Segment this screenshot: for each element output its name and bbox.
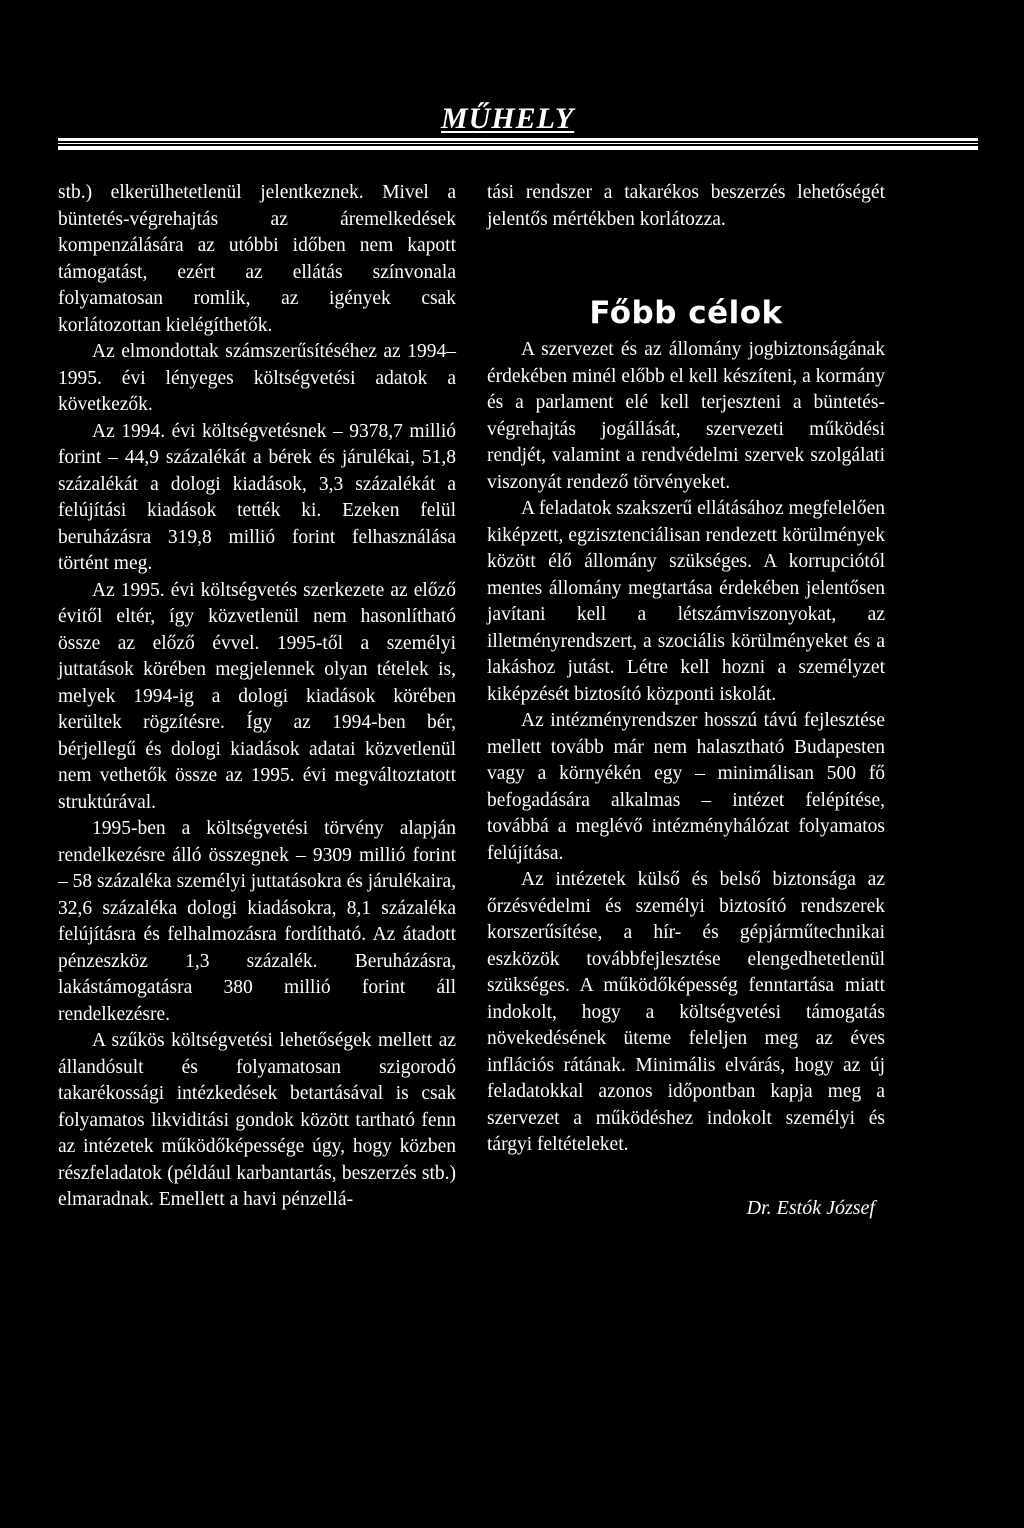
author-signature: Dr. Estók József <box>746 1196 875 1219</box>
header-rule <box>58 143 978 144</box>
page-header <box>58 100 978 160</box>
paragraph: tási rendszer a takarékos beszerzés lehetőségét jelentős mértékben korlátozza. <box>487 182 885 230</box>
header-rule <box>58 146 978 150</box>
paragraph: 1995-ben a költségvetési törvény alapján rendelkezésre álló összegnek – 9309 millió forint – 58 százaléka személyi juttatásokra és járulékaira, 32,6 százaléka dologi kiadásokra, 8,1 százaléka felújításra és felhalmozásra fordítható. Az átadott pénzeszköz 1,3 százalék. Beruházásra, lakástámogatásra 380 millió forint áll rendelkezésre. <box>58 818 456 1025</box>
right-column <box>487 180 885 1221</box>
paragraph: A feladatok szakszerű ellátásához megfelelően kiképzett, egzisztenciálisan rendezett körülmények között élő állomány szükséges. A korrupciótól mentes állomány megtartása érdekében jelentősen javítani kell a létszámviszonyokat, az illetményrendszert, a szociális körülményeket és a lakáshoz jutást. Létre kell hozni a személyzet kiképzését biztosító központi iskolát. <box>487 498 885 705</box>
paragraph: A szervezet és az állomány jogbiztonságának érdekében minél előbb el kell készíteni, a kormány és a parlament elé kell terjeszteni a büntetés-végrehajtás jogállását, szervezeti működési rendjét, valamint a rendvédelmi szervek szolgálati viszonyát rendező törvényeket. <box>487 339 885 493</box>
header-rule <box>58 138 978 141</box>
paragraph: Az elmondottak számszerűsítéséhez az 1994–1995. évi lényeges költségvetési adatok a következők. <box>58 341 456 415</box>
paragraph: Az 1994. évi költségvetésnek – 9378,7 millió forint – 44,9 százalékát a bérek és járulékai, 51,8 százalékát a dologi kiadások, 3,3 százalékát a felújítási kiadások tették ki. Ezeken felül beruházásra 319,8 millió forint felhasználása történt meg. <box>58 420 456 574</box>
paragraph: Az intézményrendszer hosszú távú fejlesztése mellett tovább már nem halasztható Budapesten vagy a környékén egy – minimálisan 500 fő befogadására alkalmas – intézet felépítése, továbbá a meglévő intézményhálózat folyamatos felújítása. <box>487 710 885 864</box>
subheading: Főbb célok <box>589 295 783 331</box>
paragraph: A szűkös költségvetési lehetőségek mellett az állandósult és folyamatosan szigorodó takarékossági intézkedések betartásával is csak folyamatos likviditási gondok között tartható fenn az intézetek működőképessége úgy, hogy közben részfeladatok (például karbantartás, beszerzés stb.) elmaradnak. Emellett a havi pénzellá- <box>58 1030 456 1210</box>
paragraph: stb.) elkerülhetetlenül jelentkeznek. Mivel a büntetés-végrehajtás az áremelkedések kompenzálására az utóbbi időben nem kapott támogatást, ezért az ellátás színvonala folyamatosan romlik, az igények csak korlátozottan kielégíthetők. <box>58 182 456 336</box>
paragraph: Az 1995. évi költségvetés szerkezete az előző évitől eltér, így közvetlenül nem hasonlítható össze az előző évvel. 1995-től a személyi juttatások körében megjelennek olyan tételek is, melyek 1994-ig a dologi kiadások körében kerültek rögzítésre. Így az 1994-ben bér, bérjellegű és dologi kiadások adatai közvetlenül nem vethetők össze az 1995. évi megváltoztatott struktúrával. <box>58 579 456 813</box>
left-column <box>58 180 456 1214</box>
paragraph: Az intézetek külső és belső biztonsága az őrzésvédelmi és személyi biztosító rendszerek korszerűsítése, a hír- és gépjárműtechnikai eszközök továbbfejlesztése elengedhetetlenül szükséges. A működőképesség fenntartása miatt indokolt, hogy a költségvetési támogatás növekedésének üteme feleljen meg az éves inflációs rátának. Minimális elvárás, hogy az új feladatokkal azonos időpontban kapja meg a szervezet a működéshez indokolt személyi és tárgyi feltételeket. <box>487 869 885 1155</box>
section-title: MŰHELY <box>441 102 575 135</box>
